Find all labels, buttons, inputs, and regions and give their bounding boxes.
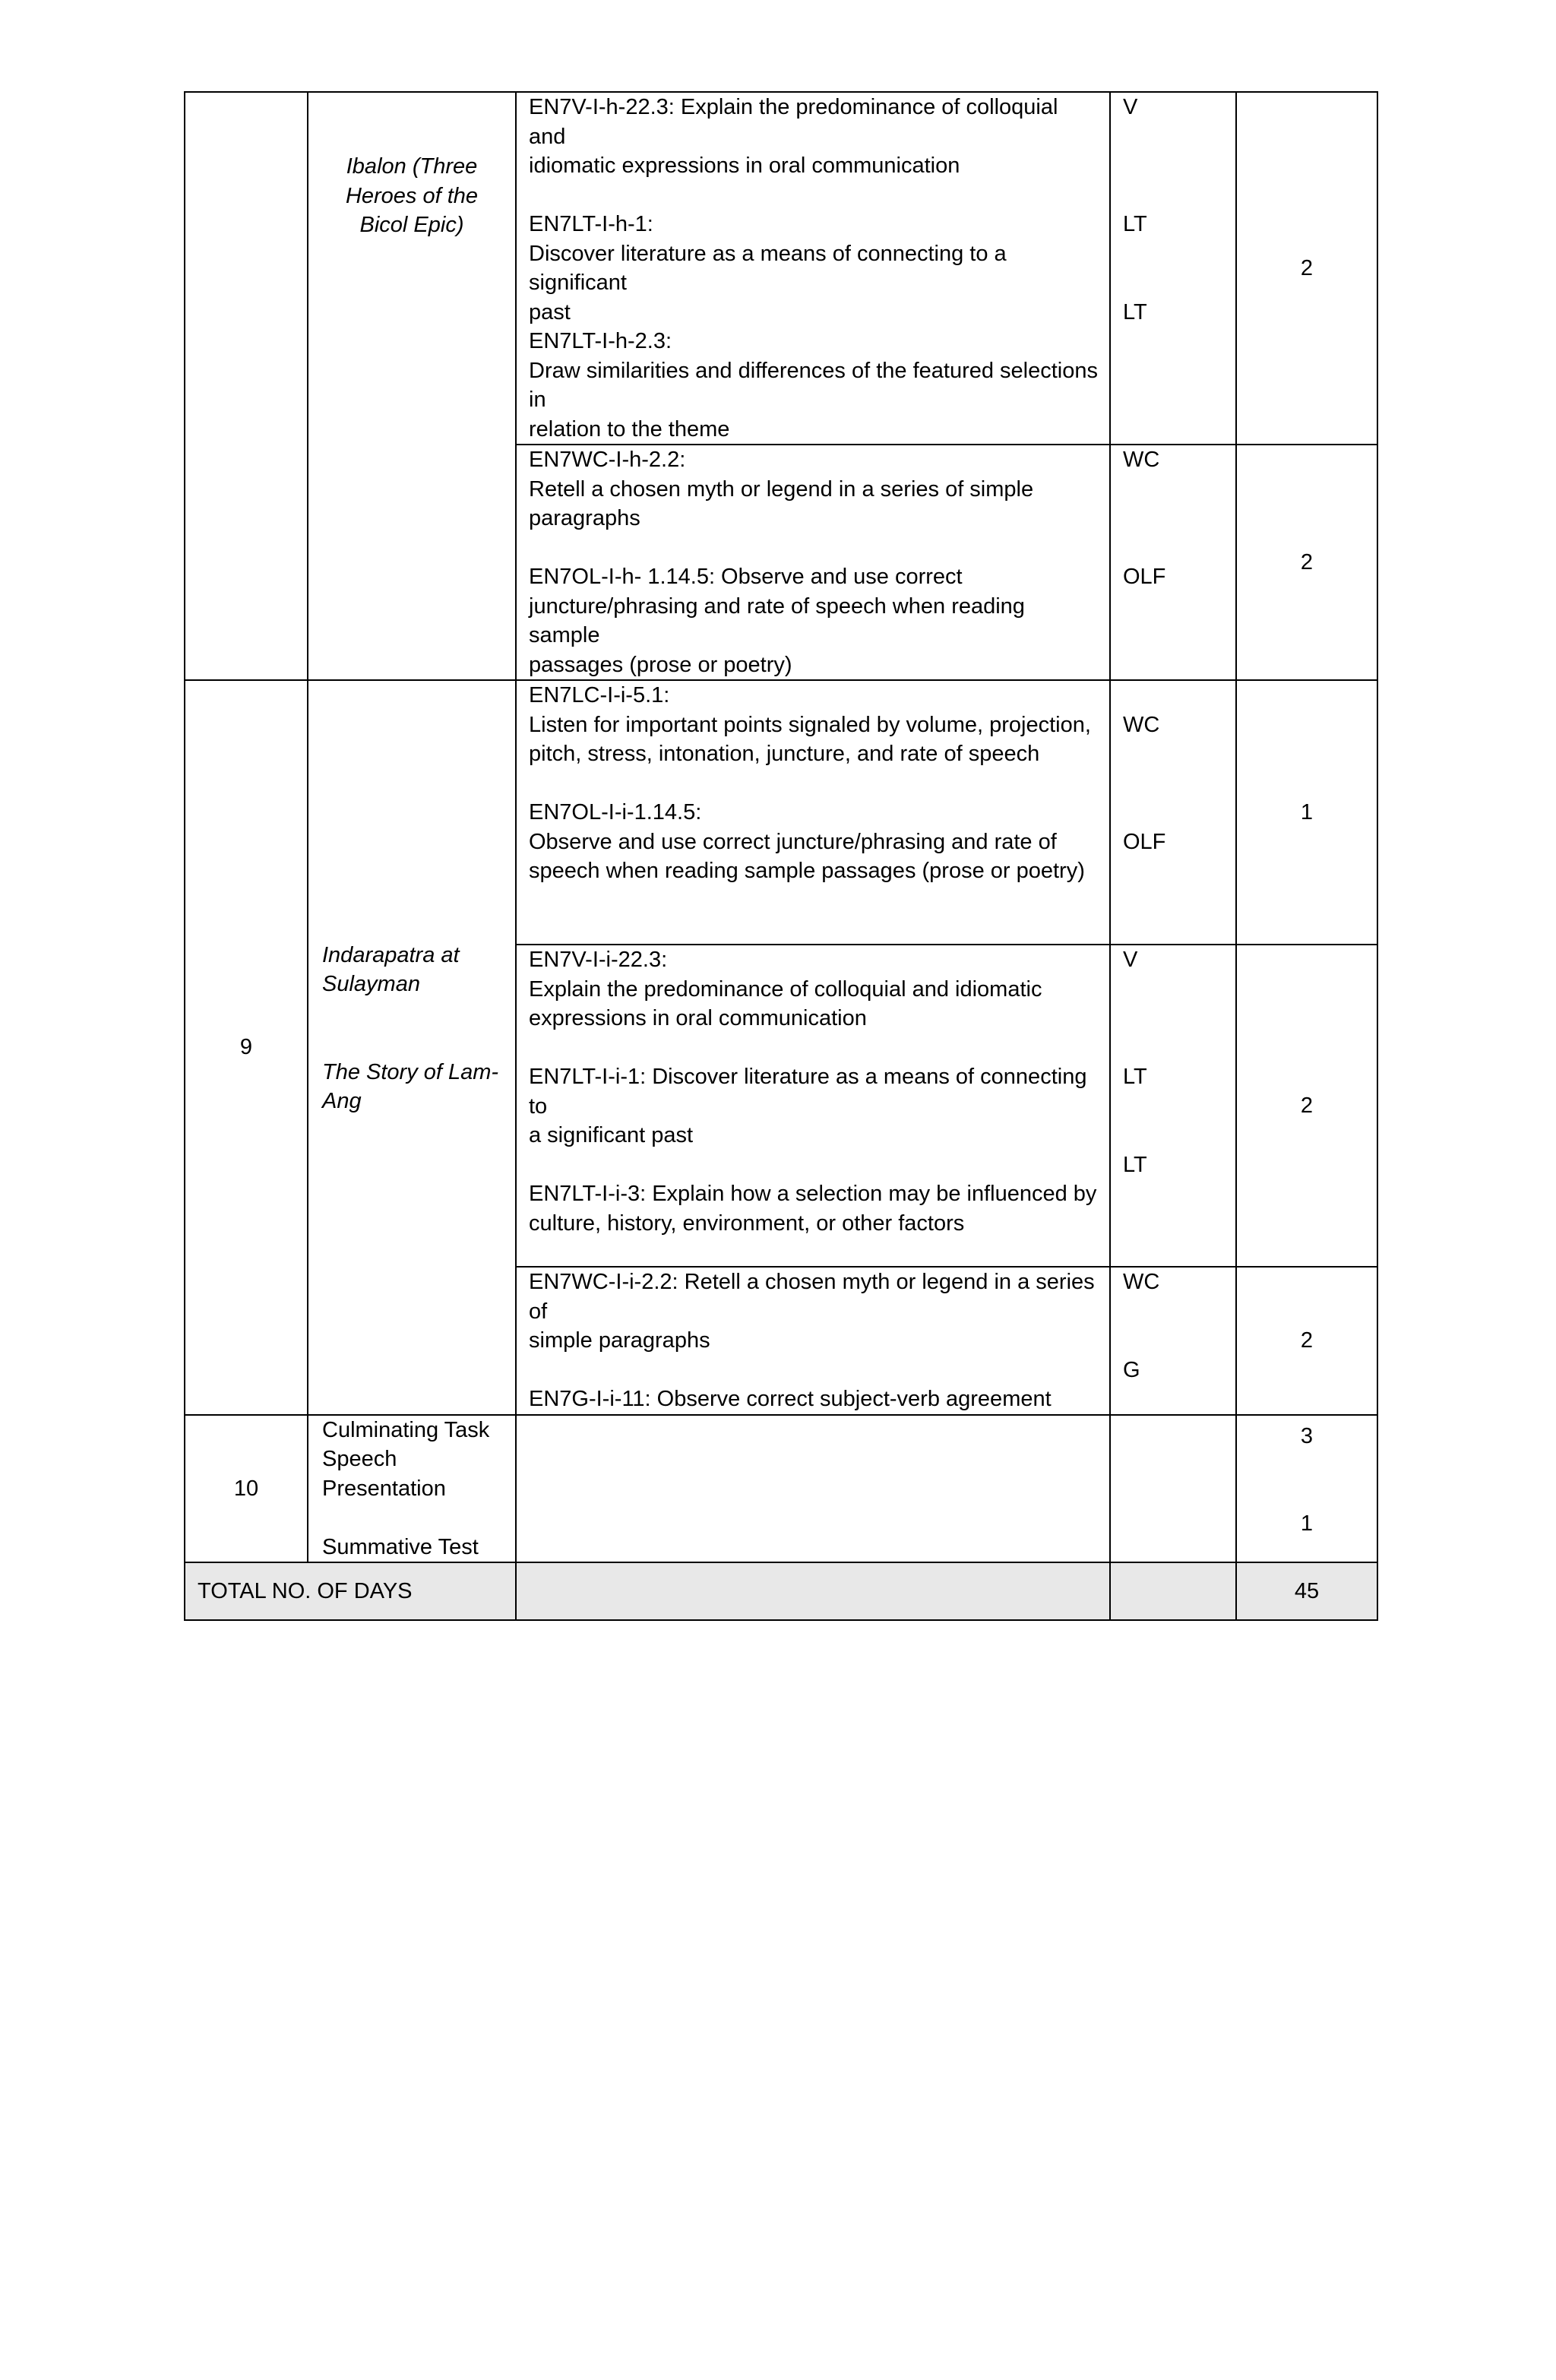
days-cell: 1 — [1236, 680, 1377, 945]
competency-line: pitch, stress, intonation, juncture, and rate of speech — [529, 742, 1040, 766]
domain-code — [1123, 1297, 1223, 1327]
competency-line: Explain the predominance of colloquial and idiomatic — [529, 976, 1042, 1002]
selection-cell — [308, 92, 516, 680]
code-cell — [1110, 680, 1236, 945]
domain-code: V — [1123, 948, 1138, 972]
domain-code: LT — [1123, 1065, 1147, 1089]
domain-code — [1123, 975, 1223, 1005]
domain-code: G — [1123, 1357, 1140, 1382]
competency-cell — [516, 680, 1110, 945]
selection-title — [322, 999, 501, 1029]
competency-line: EN7LC-I-i-5.1: — [529, 683, 670, 707]
competency-line: EN7WC-I-i-2.2: Retell a chosen myth or legend in a series of — [529, 1270, 1095, 1324]
days-cell: 2 — [1236, 445, 1377, 680]
competency-line — [529, 181, 1099, 210]
days-cell: 2 — [1236, 945, 1377, 1267]
competency-line: speech when reading sample passages (prose or poetry) — [529, 859, 1085, 883]
competency-cell — [516, 445, 1110, 680]
days-value: 3 — [1300, 1423, 1314, 1448]
domain-code — [1123, 1326, 1223, 1356]
total-days: 45 — [1236, 1562, 1377, 1620]
domain-code — [1123, 504, 1223, 533]
table-row — [185, 92, 1377, 445]
selection-title: Presentation — [322, 1476, 446, 1501]
competency-line: Listen for important points signaled by volume, projection, — [529, 712, 1091, 737]
competency-line: Retell a chosen myth or legend in a series of simple — [529, 476, 1034, 502]
days-cell: 2 — [1236, 1267, 1377, 1415]
code-cell — [1110, 92, 1236, 445]
competency-line — [529, 1356, 1099, 1385]
days-cell — [1236, 1415, 1377, 1563]
competency-line — [529, 533, 1099, 563]
week-cell: 10 — [185, 1415, 308, 1563]
week-cell — [185, 92, 308, 680]
domain-code — [1123, 769, 1223, 799]
competency-line: paragraphs — [529, 506, 640, 530]
competency-cell — [516, 1415, 1110, 1563]
domain-code — [1123, 122, 1223, 152]
domain-code: WC — [1123, 712, 1160, 737]
week-cell: 9 — [185, 680, 308, 1415]
competency-line: EN7WC-I-h-2.2: — [529, 448, 686, 472]
competency-line: expressions in oral communication — [529, 1006, 867, 1030]
selection-title — [322, 1503, 501, 1533]
competency-cell — [516, 945, 1110, 1267]
competency-line: EN7LT-I-i-1: Discover literature as a means of connecting to — [529, 1065, 1087, 1119]
competency-line: past — [529, 299, 571, 324]
selection-title — [322, 1028, 501, 1058]
domain-code: OLF — [1123, 565, 1166, 589]
domain-code: WC — [1123, 448, 1160, 472]
competency-line: EN7LT-I-i-3: Explain how a selection may be influenced by — [529, 1182, 1097, 1206]
competency-line — [529, 1033, 1099, 1063]
selection-title: The Story of Lam-Ang — [322, 1059, 499, 1114]
competency-line: simple paragraphs — [529, 1328, 710, 1353]
domain-code — [1123, 1121, 1223, 1150]
competency-line: EN7LT-I-h-2.3: — [529, 329, 672, 353]
selection-title: Speech — [322, 1447, 397, 1471]
domain-code — [1123, 1033, 1223, 1063]
competency-line: passages (prose or poetry) — [529, 652, 792, 677]
competency-line: a significant past — [529, 1123, 694, 1147]
competency-cell — [516, 1267, 1110, 1415]
competency-line: EN7V-I-i-22.3: — [529, 948, 668, 972]
days-value: 1 — [1300, 1511, 1314, 1536]
domain-code — [1123, 268, 1223, 298]
code-cell — [1110, 445, 1236, 680]
code-cell — [1110, 1267, 1236, 1415]
days-value — [1237, 1451, 1377, 1480]
selection-title: Culminating Task — [322, 1417, 490, 1442]
competency-line: EN7V-I-h-22.3: Explain the predominance of colloquial and — [529, 95, 1058, 149]
competency-line: Discover literature as a means of connecting to a significant — [529, 241, 1007, 295]
selection-title: Ibalon (Three Heroes of the Bicol Epic) — [345, 154, 479, 237]
days-value — [1237, 1480, 1377, 1510]
table-row — [185, 1415, 1377, 1563]
domain-code — [1123, 1004, 1223, 1033]
domain-code — [1123, 239, 1223, 269]
total-label: TOTAL NO. OF DAYS — [185, 1562, 516, 1620]
domain-code: LT — [1123, 299, 1147, 324]
domain-code — [1123, 1092, 1223, 1122]
selection-title: Summative Test — [322, 1534, 479, 1559]
competency-line: EN7LT-I-h-1: — [529, 212, 653, 236]
competency-line: culture, history, environment, or other factors — [529, 1211, 965, 1236]
code-cell — [1110, 1415, 1236, 1563]
competency-line: Draw similarities and differences of the featured selections in — [529, 358, 1099, 412]
domain-code — [1123, 681, 1223, 711]
competency-line: relation to the theme — [529, 416, 730, 442]
domain-code — [1123, 151, 1223, 181]
competency-line: EN7OL-I-i-1.14.5: — [529, 800, 702, 824]
competency-line — [529, 769, 1099, 799]
domain-code: OLF — [1123, 829, 1166, 854]
competency-line: EN7OL-I-h- 1.14.5: Observe and use correct — [529, 565, 963, 589]
competency-line: idiomatic expressions in oral communication — [529, 153, 960, 178]
total-empty-cell — [1110, 1562, 1236, 1620]
competency-cell — [516, 92, 1110, 445]
competency-line: juncture/phrasing and rate of speech when reading sample — [529, 593, 1025, 647]
domain-code: V — [1123, 95, 1138, 119]
domain-code — [1123, 181, 1223, 210]
total-row — [185, 1562, 1377, 1620]
selection-cell — [308, 1415, 516, 1563]
total-empty-cell — [516, 1562, 1110, 1620]
domain-code — [1123, 739, 1223, 769]
domain-code — [1123, 475, 1223, 505]
code-cell — [1110, 945, 1236, 1267]
learning-plan-table — [184, 91, 1378, 1621]
domain-code: WC — [1123, 1270, 1160, 1294]
competency-line — [529, 1150, 1099, 1180]
selection-cell — [308, 680, 516, 1415]
domain-code: LT — [1123, 212, 1147, 236]
domain-code: LT — [1123, 1152, 1147, 1177]
days-cell: 2 — [1236, 92, 1377, 445]
domain-code — [1123, 798, 1223, 828]
selection-title: Indarapatra at Sulayman — [322, 942, 460, 997]
domain-code — [1123, 533, 1223, 563]
table-row — [185, 680, 1377, 945]
competency-line: EN7G-I-i-11: Observe correct subject-verb agreement — [529, 1387, 1052, 1411]
competency-line: Observe and use correct juncture/phrasing and rate of — [529, 829, 1057, 854]
